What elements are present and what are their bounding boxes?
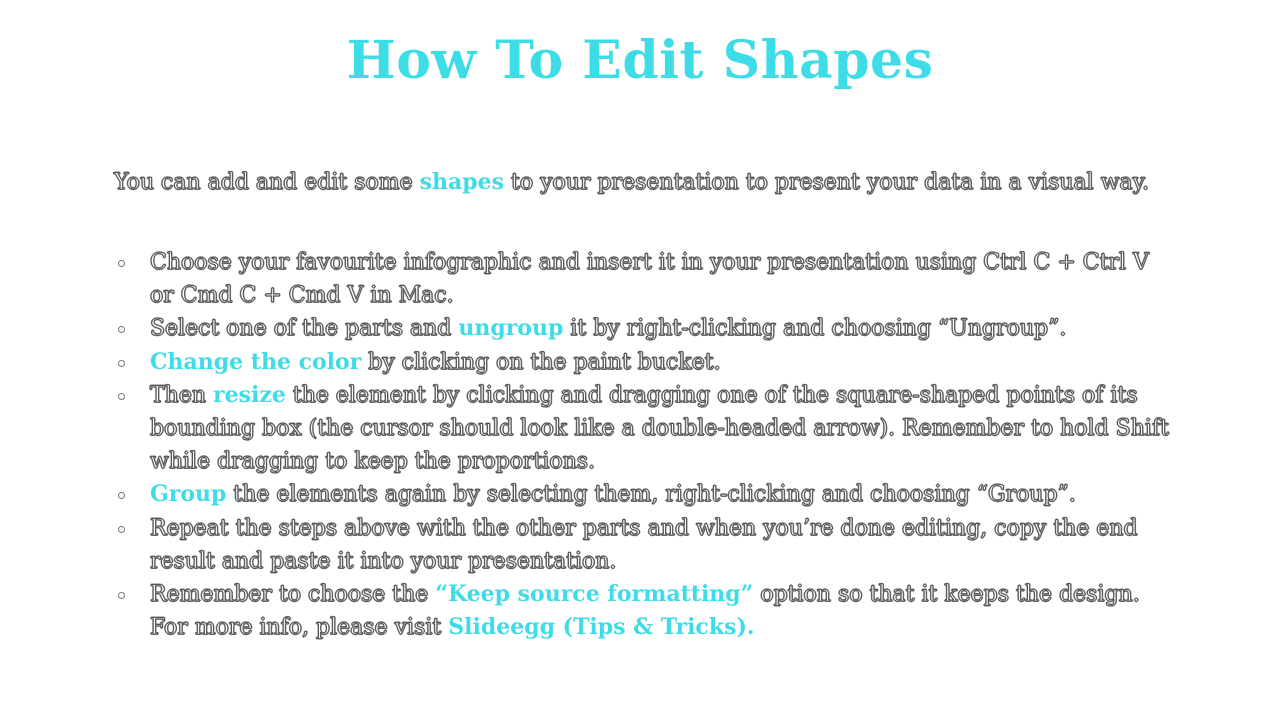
list-item (114, 379, 1174, 479)
instructions-list (114, 246, 1174, 644)
list-item (114, 512, 1174, 578)
bullet-text-pre: Remember to choose the (150, 582, 436, 608)
bullet-text-post: the element by clicking and dragging one of the square-shaped points of its bounding box (the cursor should look like a double-headed arrow). Remember to hold Shift while dragging to keep the proportions. (150, 382, 1169, 475)
bullet-dot-icon (118, 360, 125, 367)
list-item (114, 578, 1174, 644)
bullet-text-pre: Select one of the parts and (150, 316, 459, 342)
bullet-dot-icon (118, 592, 125, 599)
highlight-group: Group (150, 481, 227, 508)
intro-text-pre: You can add and edit some (114, 170, 420, 195)
list-item (114, 246, 1174, 312)
bullet-text-post: . (746, 614, 755, 641)
list-item (114, 312, 1174, 345)
slide-title: How To Edit Shapes (346, 30, 934, 91)
list-item (114, 346, 1174, 379)
bullet-dot-icon (118, 526, 125, 533)
bullet-text-post: the elements again by selecting them, right-clicking and choosing “Group”. (226, 482, 1076, 508)
list-item (114, 478, 1174, 511)
bullet-dot-icon (118, 492, 125, 499)
bullet-text: Choose your favourite infographic and insert it in your presentation using Ctrl C + Ctrl V or Cmd C + Cmd V in Mac. (150, 250, 1149, 309)
bullet-text-post: it by right-clicking and choosing “Ungroup”. (563, 316, 1067, 342)
bullet-dot-icon (118, 326, 125, 333)
highlight-keep-source-formatting: “Keep source formatting” (435, 581, 754, 608)
bullet-dot-icon (118, 260, 125, 267)
highlight-ungroup: ungroup (458, 315, 564, 342)
bullet-text-post: by clicking on the paint bucket. (361, 349, 721, 375)
highlight-change-color: Change the color (150, 348, 362, 375)
highlight-resize: resize (213, 381, 286, 408)
intro-paragraph (114, 166, 1194, 199)
slideegg-tips-link[interactable]: Slideegg (Tips & Tricks) (448, 614, 747, 641)
bullet-text-mid: option so that it keeps the design. For more info, please visit (150, 582, 1140, 641)
bullet-dot-icon (118, 393, 125, 400)
bullet-text-pre: Then (150, 382, 214, 408)
bullet-text: Repeat the steps above with the other parts and when you’re done editing, copy the end result and paste it into your presentation. (150, 515, 1138, 574)
intro-text-post: to your presentation to present your data in a visual way. (504, 170, 1150, 195)
intro-highlight-shapes: shapes (419, 169, 505, 195)
